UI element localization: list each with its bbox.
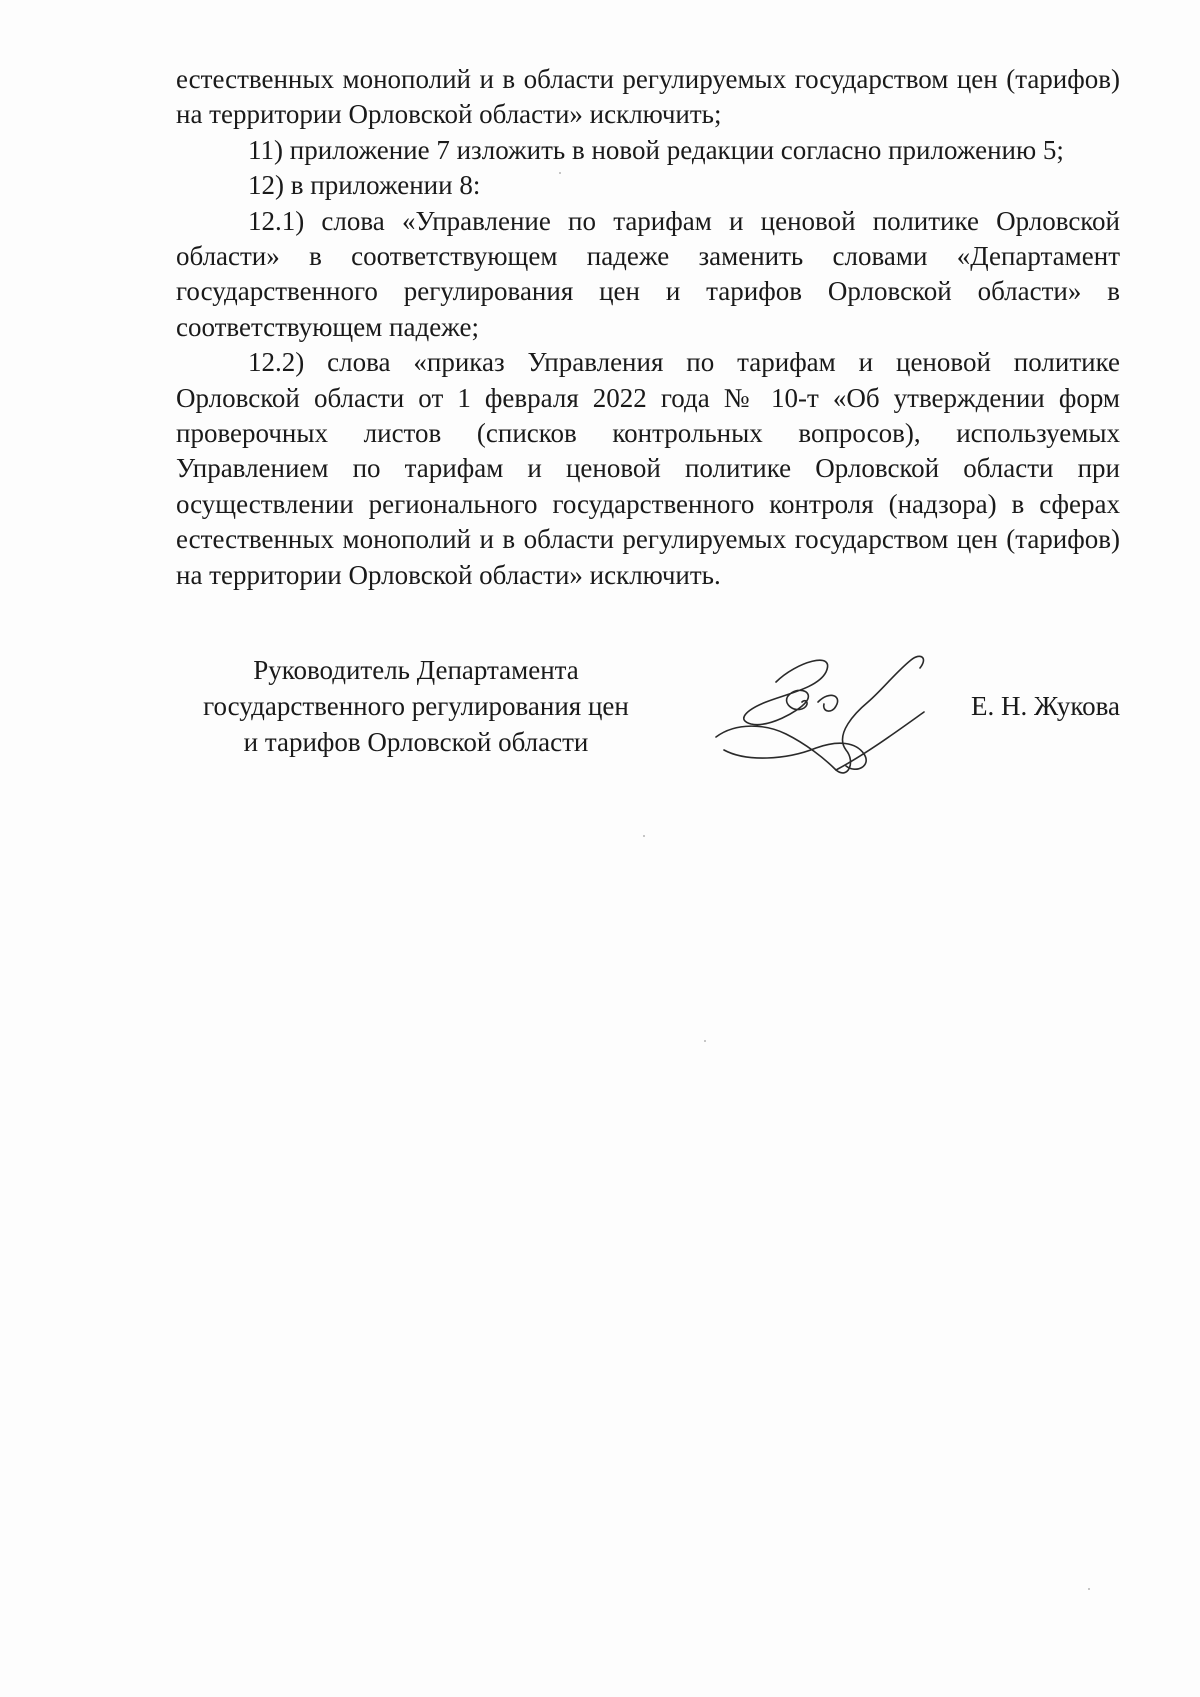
scan-speck [1088, 1588, 1090, 1590]
signatory-title-line: Руководитель Департамента [253, 655, 579, 685]
paragraph-item-11: 11) приложение 7 изложить в новой редакции согласно приложению 5; [248, 134, 1064, 165]
signature-block [176, 652, 1120, 792]
handwritten-signature [706, 642, 946, 782]
scan-speck [704, 1040, 706, 1042]
scan-speck [559, 172, 561, 174]
paragraph-item-12-1: 12.1) слова «Управление по тарифам и ценовой политике Орловской области» в соответствующем падеже заменить словами «Департамент государственного регулирования цен и тарифов Орловской области» в соответствующем падеже; [176, 205, 1120, 342]
paragraph-continuation: естественных монополий и в области регулируемых государством цен (тарифов) на территории Орловской области» исключить; [176, 64, 1120, 130]
signatory-name: Е. Н. Жукова [971, 691, 1120, 721]
paragraph-item-12-2: 12.2) слова «приказ Управления по тарифам и ценовой политике Орловской области от 1 февраля 2022 года № 10-т «Об утверждении форм проверочных листов (списков контрольных вопросов), используемых Управлением по тарифам и ценовой политике Орловской области при осуществлении регионального государственного контроля (надзора) в сферах естественных монополий и в области регулируемых государством цен (тарифов) на территории Орловской области» исключить. [176, 347, 1120, 590]
scan-speck [643, 835, 645, 837]
document-body [176, 62, 1120, 593]
paragraph-item-12: 12) в приложении 8: [248, 170, 481, 201]
signatory-title-line: и тарифов Орловской области [243, 727, 589, 757]
signatory-title [176, 652, 656, 760]
signatory-title-line: государственного регулирования цен [203, 691, 629, 721]
